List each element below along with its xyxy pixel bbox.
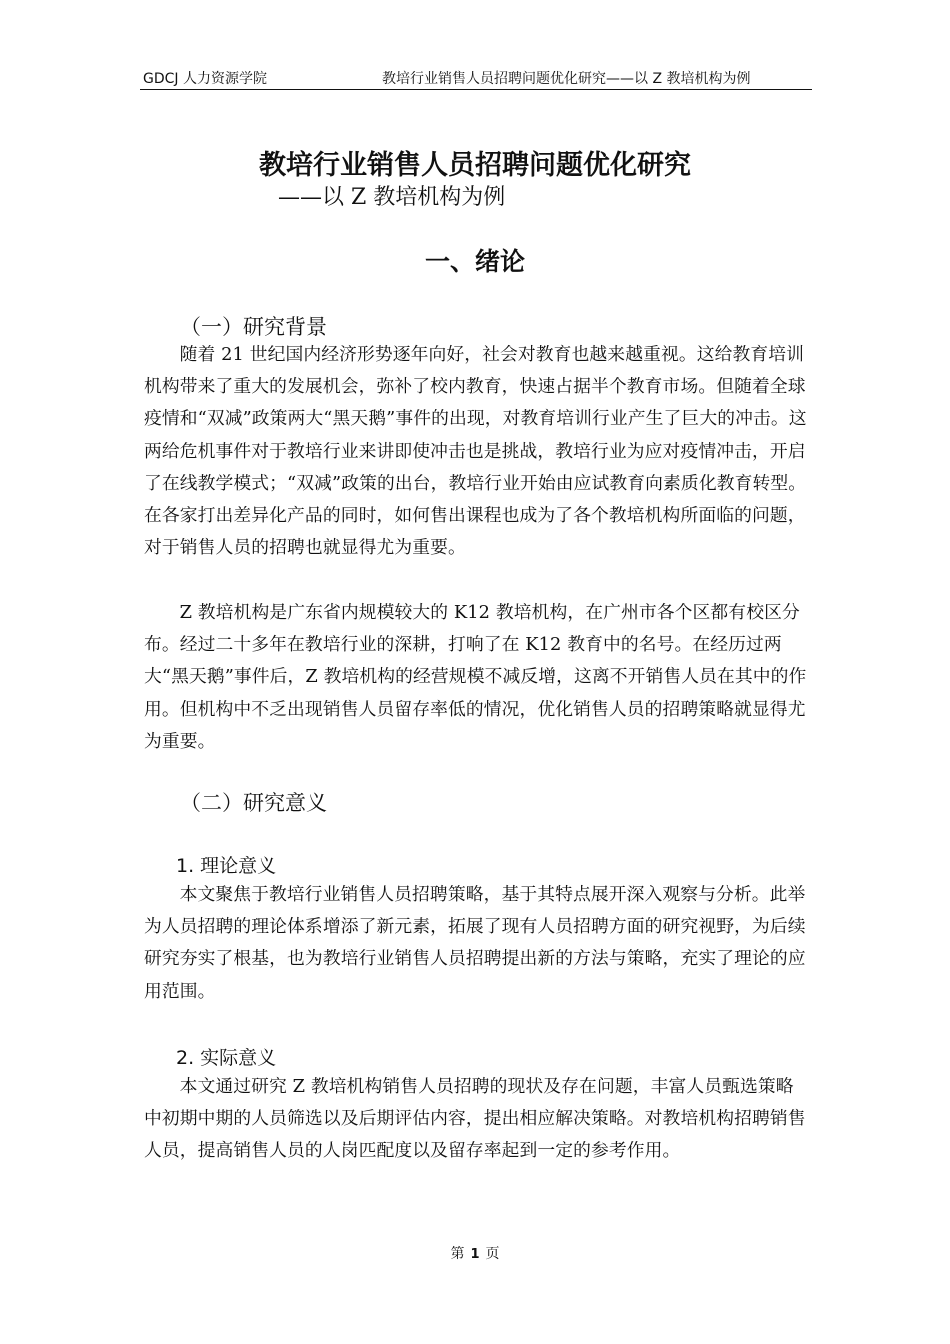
section-heading-significance: （二）研究意义 [180,791,327,815]
paragraph-background-2: Z 教培机构是广东省内规模较大的 K12 教培机构，在广州市各个区都有校区分布。经过二十多年在教培行业的深耕，打响了在 K12 教育中的名号。在经历过两大“黑天鹅”事件后，Z 教培机构的经营规模不减反增，这离不开销售人员在其中的作用。但机构中不乏出现销售人员留存率低的情况，优化销售人员的招聘策略就显得尤为重要。 [144,602,807,752]
subsection-heading-practice: 2. 实际意义 [176,1047,277,1069]
running-header-title: 教培行业销售人员招聘问题优化研究——以 Z 教培机构为例 [382,71,751,87]
chapter-heading: 一、绪论 [424,247,525,276]
document-title: 教培行业销售人员招聘问题优化研究 [259,150,691,181]
document-subtitle: ——以 Z 教培机构为例 [278,185,506,210]
page-footer [0,1246,950,1263]
footer-suffix: 页 [485,1246,500,1262]
paragraph-background-1: 随着 21 世纪国内经济形势逐年向好，社会对教育也越来越重视。这给教育培训机构带来了重大的发展机会，弥补了校内教育，快速占据半个教育市场。但随着全球疫情和“双减”政策两大“黑天鹅”事件的出现，对教育培训行业产生了巨大的冲击。这两给危机事件对于教培行业来讲即使冲击也是挑战，教培行业为应对疫情冲击，开启了在线教学模式；“双减”政策的出台，教培行业开始由应试教育向素质化教育转型。在各家打出差异化产品的同时，如何售出课程也成为了各个教培机构所面临的问题，对于销售人员的招聘也就显得尤为重要。 [144,344,807,559]
running-header-institution: GDCJ 人力资源学院 [143,71,267,87]
section-heading-background: （一）研究背景 [180,315,327,339]
header-divider [140,89,812,90]
subsection-heading-theory: 1. 理论意义 [176,855,277,877]
page-number: 1 [470,1247,480,1262]
paragraph-theory: 本文聚焦于教培行业销售人员招聘策略，基于其特点展开深入观察与分析。此举为人员招聘的理论体系增添了新元素，拓展了现有人员招聘方面的研究视野，为后续研究夯实了根基，也为教培行业销售人员招聘提出新的方法与策略，充实了理论的应用范围。 [144,884,806,1002]
paragraph-practice: 本文通过研究 Z 教培机构销售人员招聘的现状及存在问题，丰富人员甄选策略中初期中期的人员筛选以及后期评估内容，提出相应解决策略。对教培机构招聘销售人员，提高销售人员的人岗匹配度以及留存率起到一定的参考作用。 [144,1076,806,1162]
footer-prefix: 第 [450,1246,465,1262]
